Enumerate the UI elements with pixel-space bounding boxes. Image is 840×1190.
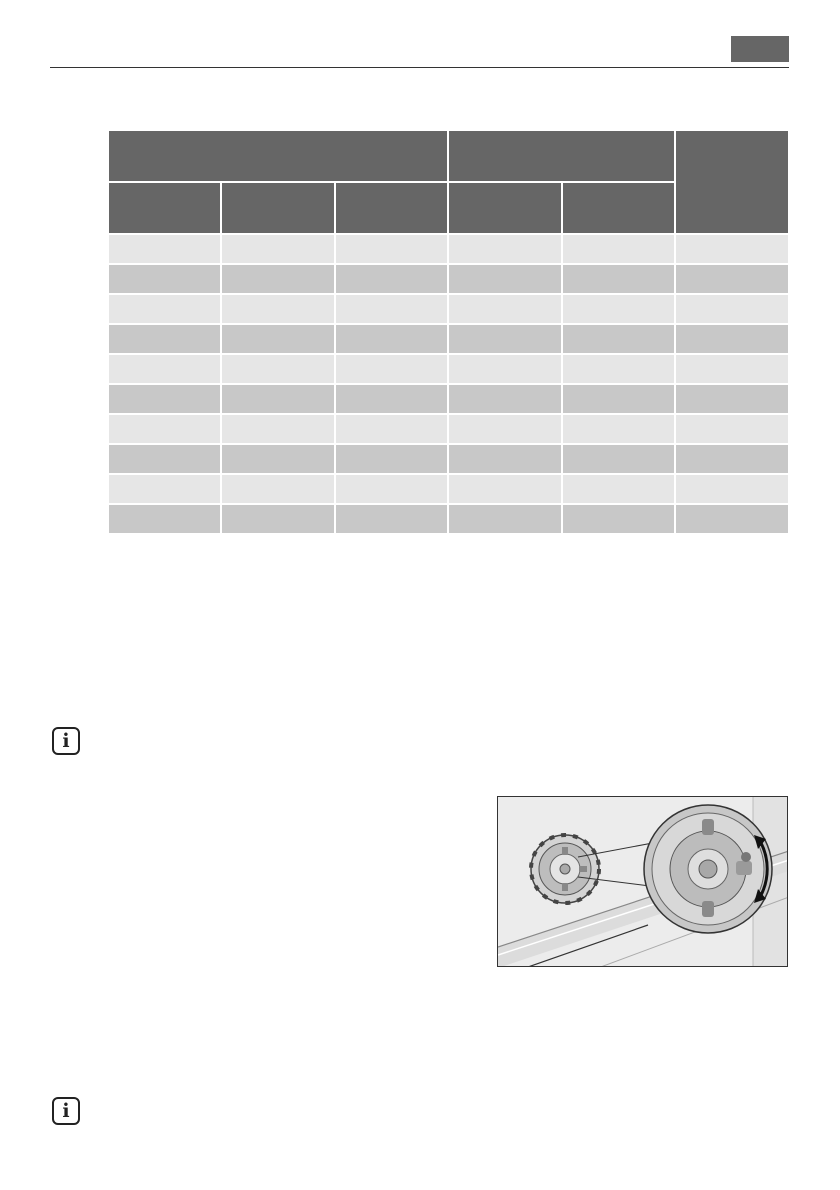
table-cell: [562, 354, 675, 384]
table-cell: [448, 354, 562, 384]
group-header-cell: [108, 130, 448, 182]
table-cell: [675, 384, 789, 414]
table-cell: [448, 384, 562, 414]
table-cell: [221, 474, 335, 504]
table-cell: [335, 354, 448, 384]
table-cell: [108, 444, 221, 474]
table-cell: [108, 504, 221, 534]
sub-header-cell: [108, 182, 221, 234]
table-cell: [335, 264, 448, 294]
sub-header-cell: [221, 182, 335, 234]
table-cell: [562, 384, 675, 414]
table-cell: [562, 414, 675, 444]
table-cell: [448, 324, 562, 354]
table-cell: [562, 264, 675, 294]
table-cell: [335, 324, 448, 354]
table-cell: [221, 234, 335, 264]
table-cell: [562, 504, 675, 534]
table-cell: [335, 474, 448, 504]
table-cell: [448, 414, 562, 444]
header-rule: [50, 67, 789, 68]
water-softener-dial-illustration: [497, 796, 788, 967]
table-cell: [221, 324, 335, 354]
table-row: [108, 234, 789, 264]
settings-table: [107, 129, 790, 535]
table-cell: [108, 264, 221, 294]
sub-header-cell: [448, 182, 562, 234]
table-cell: [448, 474, 562, 504]
table-cell: [448, 234, 562, 264]
table-cell: [675, 264, 789, 294]
table-cell: [335, 294, 448, 324]
info-icon: [52, 727, 80, 755]
table-cell: [562, 474, 675, 504]
table-row: [108, 474, 789, 504]
language-tab: [731, 36, 789, 62]
table-group-header-row: [108, 130, 789, 182]
table-cell: [335, 444, 448, 474]
table-row: [108, 294, 789, 324]
table-cell: [221, 504, 335, 534]
table-cell: [562, 234, 675, 264]
table-body: [108, 234, 789, 534]
group-header-cell: [675, 130, 789, 234]
table-cell: [675, 234, 789, 264]
table-cell: [675, 324, 789, 354]
table-cell: [448, 264, 562, 294]
table-cell: [562, 444, 675, 474]
table-cell: [108, 384, 221, 414]
table-cell: [221, 384, 335, 414]
table-cell: [675, 294, 789, 324]
table-cell: [335, 504, 448, 534]
table-row: [108, 384, 789, 414]
table-cell: [108, 354, 221, 384]
table-cell: [335, 414, 448, 444]
table-cell: [675, 474, 789, 504]
table-row: [108, 324, 789, 354]
table-row: [108, 264, 789, 294]
table-cell: [675, 444, 789, 474]
table-cell: [675, 414, 789, 444]
table-cell: [221, 264, 335, 294]
table-cell: [675, 504, 789, 534]
group-header-cell: [448, 130, 675, 182]
table-cell: [335, 234, 448, 264]
dial-illustration-drawing: [498, 797, 788, 967]
table-cell: [675, 354, 789, 384]
table-row: [108, 354, 789, 384]
table-row: [108, 414, 789, 444]
table-cell: [221, 294, 335, 324]
table-cell: [448, 504, 562, 534]
table-cell: [335, 384, 448, 414]
info-glyph: i: [62, 729, 70, 752]
table-cell: [108, 474, 221, 504]
table-cell: [221, 414, 335, 444]
info-glyph: i: [62, 1099, 70, 1122]
table-cell: [221, 354, 335, 384]
table-row: [108, 504, 789, 534]
table-row: [108, 444, 789, 474]
table-cell: [221, 444, 335, 474]
table-cell: [108, 234, 221, 264]
table-cell: [108, 294, 221, 324]
table-cell: [108, 414, 221, 444]
sub-header-cell: [335, 182, 448, 234]
table-cell: [562, 294, 675, 324]
table-cell: [448, 294, 562, 324]
table-cell: [562, 324, 675, 354]
sub-header-cell: [562, 182, 675, 234]
table-cell: [108, 324, 221, 354]
table-cell: [448, 444, 562, 474]
info-icon: [52, 1097, 80, 1125]
